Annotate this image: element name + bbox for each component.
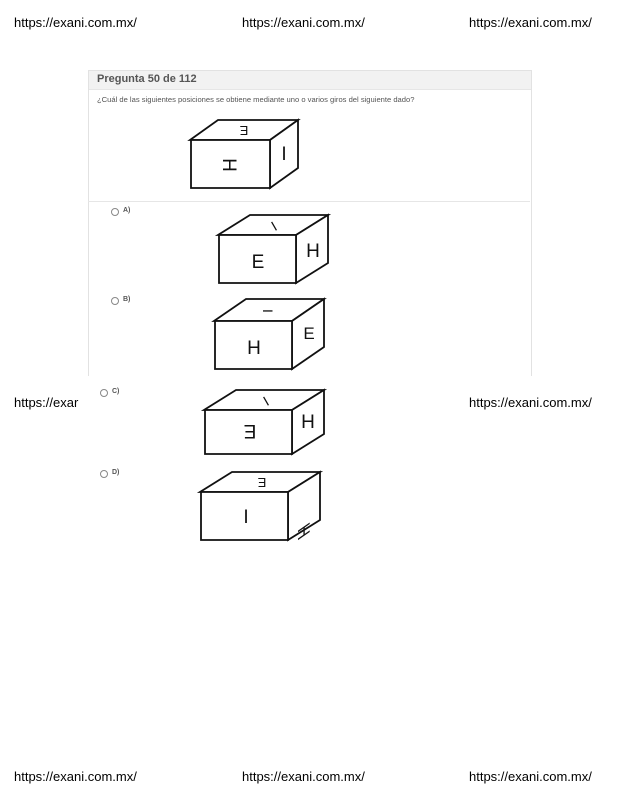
option-b-radio[interactable]	[111, 297, 119, 305]
option-c-radio[interactable]	[100, 389, 108, 397]
cube-top-letter: E	[257, 475, 267, 490]
watermark-url[interactable]: https://exani.com.mx/	[14, 15, 137, 30]
option-d-radio[interactable]	[100, 470, 108, 478]
option-a-radio[interactable]	[111, 208, 119, 216]
watermark-url[interactable]: https://exani.com.mx/	[469, 15, 592, 30]
divider	[88, 201, 530, 202]
cube-front-letter: E	[243, 420, 257, 441]
watermark-url[interactable]: https://exani.com.mx/	[242, 15, 365, 30]
cube-front-letter: H	[218, 158, 239, 172]
cube-top-letter: I	[260, 309, 276, 313]
question-title: Pregunta 50 de 112	[97, 73, 197, 85]
cube-front-letter: H	[247, 338, 261, 359]
cube-side-letter: E	[303, 324, 315, 343]
watermark-url[interactable]: https://exani.com.mx/	[469, 769, 592, 784]
cube-top-letter: E	[239, 123, 249, 138]
question-text: ¿Cuál de las siguientes posiciones se obtiene mediante uno o varios giros del siguiente dado?	[97, 95, 415, 104]
option-a-cube	[218, 213, 330, 285]
watermark-url[interactable]: https://exani.com.mx/	[469, 395, 592, 410]
option-d-label[interactable]: D)	[112, 469, 120, 476]
cube-side-letter: H	[301, 412, 315, 433]
cube-top-letter: I	[260, 393, 272, 409]
question-header	[89, 71, 531, 90]
cube-side-letter: H	[306, 241, 320, 262]
given-cube	[190, 118, 300, 190]
option-c-label[interactable]: C)	[112, 388, 120, 395]
cube-side-letter: H	[293, 519, 313, 545]
cube-front-letter: I	[243, 507, 249, 528]
cube-top-letter: I	[268, 218, 280, 234]
option-d-cube	[200, 470, 322, 545]
option-a-label[interactable]: A)	[123, 207, 131, 214]
watermark-url[interactable]: https://exar	[14, 395, 79, 410]
option-b-cube	[214, 297, 328, 371]
watermark-url[interactable]: https://exani.com.mx/	[242, 769, 365, 784]
option-b-label[interactable]: B)	[123, 296, 131, 303]
option-c-cube	[204, 388, 326, 456]
watermark-url[interactable]: https://exani.com.mx/	[14, 769, 137, 784]
cube-front-letter: E	[251, 252, 265, 273]
cube-side-letter: I	[281, 144, 287, 165]
